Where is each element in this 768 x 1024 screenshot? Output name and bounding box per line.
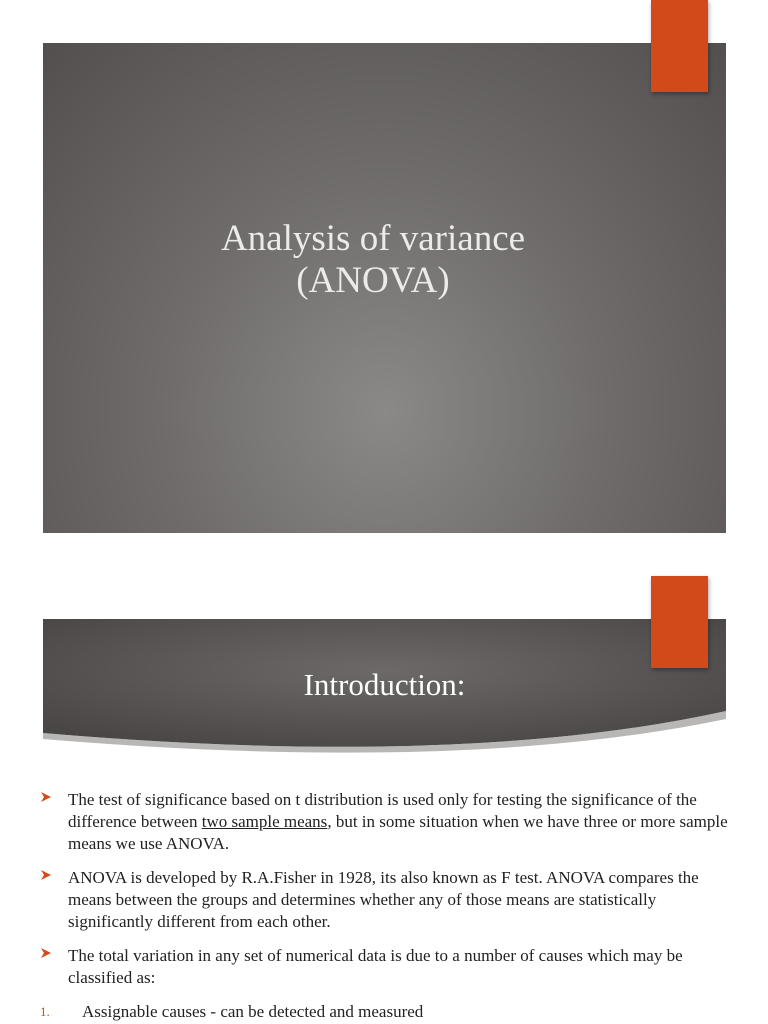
numbered-item [40, 1001, 740, 1023]
bullet-item [40, 789, 740, 855]
bullet-text: ANOVA is developed by R.A.Fisher in 1928, its also known as F test. ANOVA compares the means between the groups and determines whether any of those means are statistically significantly different from each other. [68, 868, 699, 931]
bullet-text: , but in some situation when we have three or more sample means we use ANOVA. [68, 812, 728, 853]
bullet-text: The total variation in any set of numerical data is due to a number of causes which may be classified as: [68, 946, 683, 987]
arrow-bullet-icon [40, 947, 52, 959]
accent-rectangle-top [651, 0, 708, 92]
slide-title-line1: Analysis of variance [220, 218, 526, 259]
accent-rectangle-intro [651, 576, 708, 668]
intro-body [40, 789, 740, 1023]
slide-title-line2: (ANOVA) [296, 260, 450, 301]
intro-title: Introduction: [303, 667, 466, 702]
bullet-item [40, 945, 740, 989]
arrow-bullet-icon [40, 869, 52, 881]
intro-slide-header [43, 619, 726, 759]
underlined-text: two sample means [201, 812, 328, 831]
bullet-text: The test of significance based on t distribution is used only for testing the significance of the difference between [68, 790, 697, 831]
arrow-bullet-icon [40, 791, 52, 803]
slide-title [43, 218, 703, 302]
bullet-item [40, 867, 740, 933]
item-number: 1. [40, 1004, 50, 1019]
numbered-text: Assignable causes - can be detected and measured [82, 1002, 424, 1021]
